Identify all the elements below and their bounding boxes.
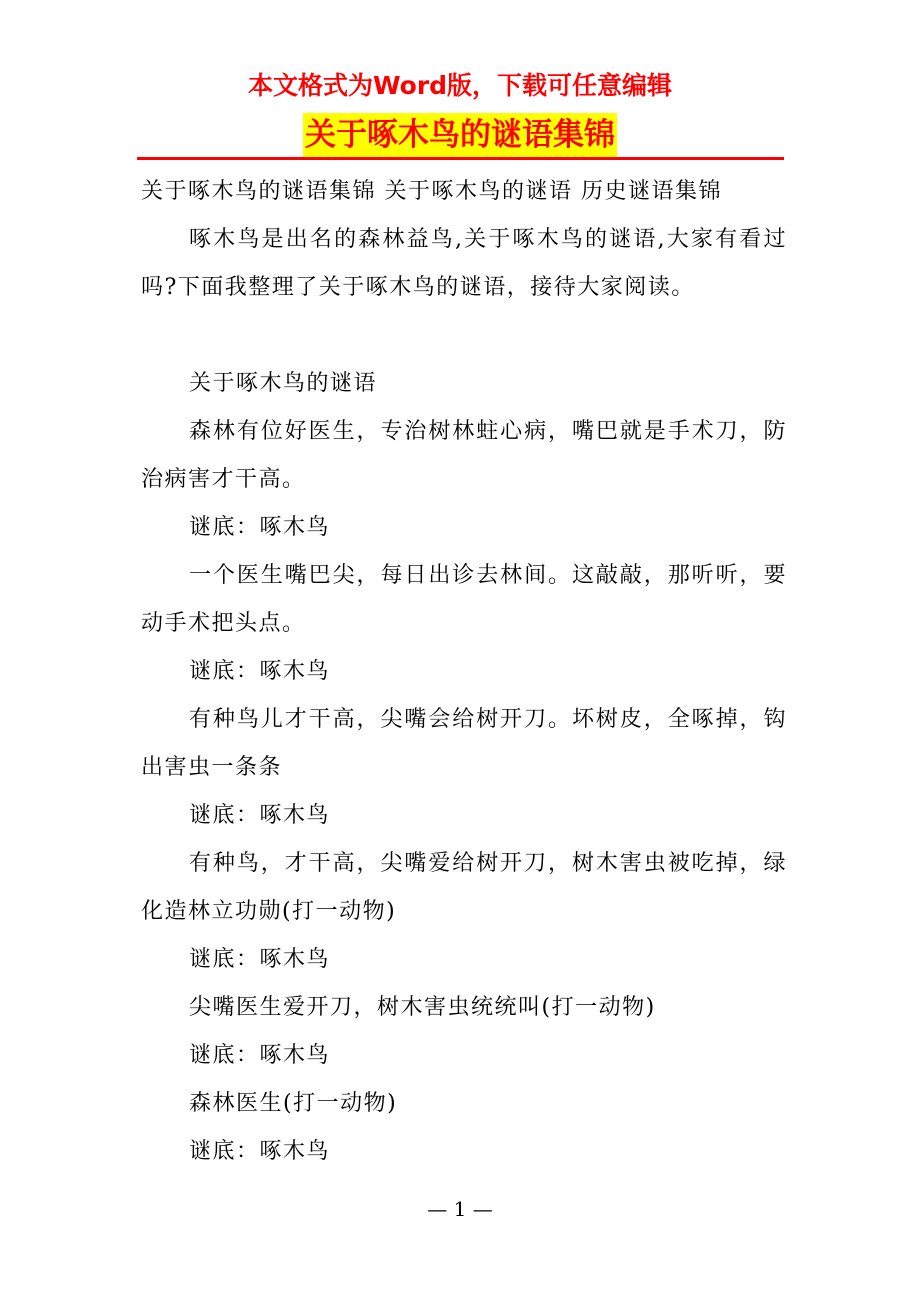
riddle-question: 尖嘴医生爱开刀，树木害虫统统叫(打一动物) <box>189 995 656 1020</box>
riddle-answer: 谜底：啄木鸟 <box>189 1139 331 1164</box>
riddle-question: 森林有位好医生，专治树林蛀心病，嘴巴就是手术刀，防治病害才干高。 <box>141 419 787 492</box>
section-heading: 关于啄木鸟的谜语 <box>189 371 378 396</box>
riddle-question: 有种鸟，才干高，尖嘴爱给树开刀，树木害虫被吃掉，绿化造林立功勋(打一动物) <box>141 851 787 924</box>
riddle-answer: 谜底：啄木鸟 <box>189 515 331 540</box>
document-body <box>141 168 787 1176</box>
title-divider <box>137 157 784 160</box>
paragraph: 关于啄木鸟的谜语集锦 关于啄木鸟的谜语 历史谜语集锦 <box>141 179 722 204</box>
riddle-question: 森林医生(打一动物) <box>189 1091 398 1116</box>
riddle-question: 有种鸟儿才干高，尖嘴会给树开刀。坏树皮，全啄掉，钩出害虫一条条 <box>141 707 787 780</box>
riddle-answer: 谜底：啄木鸟 <box>189 1043 331 1068</box>
paragraph: 啄木鸟是出名的森林益鸟,关于啄木鸟的谜语,大家有看过吗?下面我整理了关于啄木鸟的谜语，接待大家阅读。 <box>141 227 787 300</box>
blank-paragraph <box>141 312 787 360</box>
title-container <box>0 113 920 157</box>
riddle-question: 一个医生嘴巴尖，每日出诊去林间。这敲敲，那听听，要动手术把头点。 <box>141 563 787 636</box>
riddle-answer: 谜底：啄木鸟 <box>189 947 331 972</box>
riddle-answer: 谜底：啄木鸟 <box>189 659 331 684</box>
document-title: 关于啄木鸟的谜语集锦 <box>303 113 617 157</box>
format-notice: 本文格式为Word版，下载可任意编辑 <box>247 71 673 100</box>
riddle-answer: 谜底：啄木鸟 <box>189 803 331 828</box>
page-number: — 1 — <box>427 1197 493 1221</box>
